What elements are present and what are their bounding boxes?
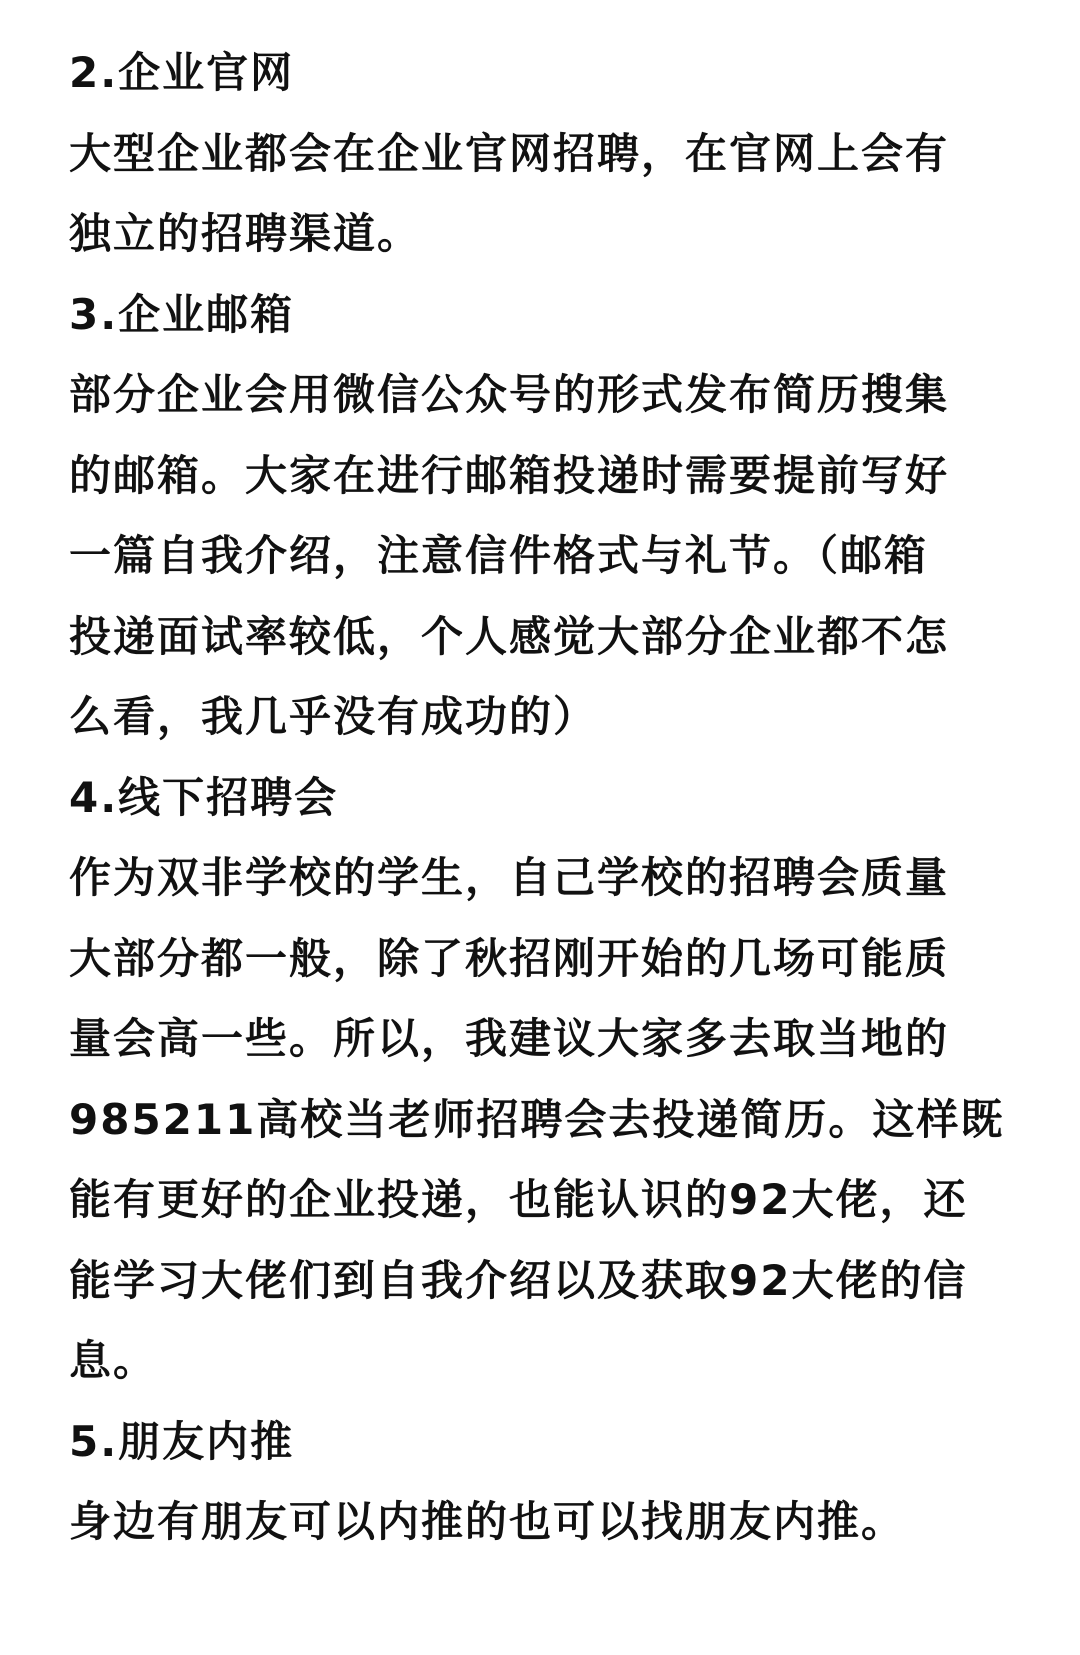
section-company-website <box>69 33 1059 275</box>
paragraph-line: 大型企业都会在企业官网招聘，在官网上会有 <box>69 128 950 178</box>
section-heading: 4.线下招聘会 <box>69 772 339 822</box>
article-body <box>69 33 1059 1563</box>
section-heading: 2.企业官网 <box>69 48 295 97</box>
paragraph-line: 独立的招聘渠道。 <box>69 209 422 258</box>
paragraph-line: 身边有朋友可以内推的也可以找朋友内推。 <box>69 1497 906 1546</box>
section-company-email <box>69 275 1059 758</box>
paragraph-line: 能有更好的企业投递，也能认识的92大佬，还 <box>69 1175 968 1224</box>
paragraph-line: 能学习大佬们到自我介绍以及获取92大佬的信 <box>69 1255 968 1305</box>
paragraph-line: 么看，我几乎没有成功的） <box>69 692 598 741</box>
section-heading: 3.企业邮箱 <box>69 289 295 339</box>
paragraph-line: 息。 <box>69 1336 158 1385</box>
paragraph-line: 大部分都一般，除了秋招刚开始的几场可能质 <box>69 933 950 983</box>
paragraph-line: 的邮箱。大家在进行邮箱投递时需要提前写好 <box>69 450 950 500</box>
section-referral <box>69 1402 1059 1563</box>
paragraph-line: 一篇自我介绍，注意信件格式与礼节。（邮箱 <box>69 531 929 580</box>
paragraph-line: 部分企业会用微信公众号的形式发布简历搜集 <box>69 370 950 419</box>
paragraph-line: 量会高一些。所以，我建议大家多去取当地的 <box>69 1014 950 1063</box>
paragraph-line: 985211高校当老师招聘会去投递简历。这样既 <box>69 1094 1005 1144</box>
paragraph-line: 作为双非学校的学生，自己学校的招聘会质量 <box>69 853 950 902</box>
section-heading: 5.朋友内推 <box>69 1416 295 1466</box>
section-job-fair <box>69 758 1059 1402</box>
paragraph-line: 投递面试率较低，个人感觉大部分企业都不怎 <box>69 611 950 661</box>
